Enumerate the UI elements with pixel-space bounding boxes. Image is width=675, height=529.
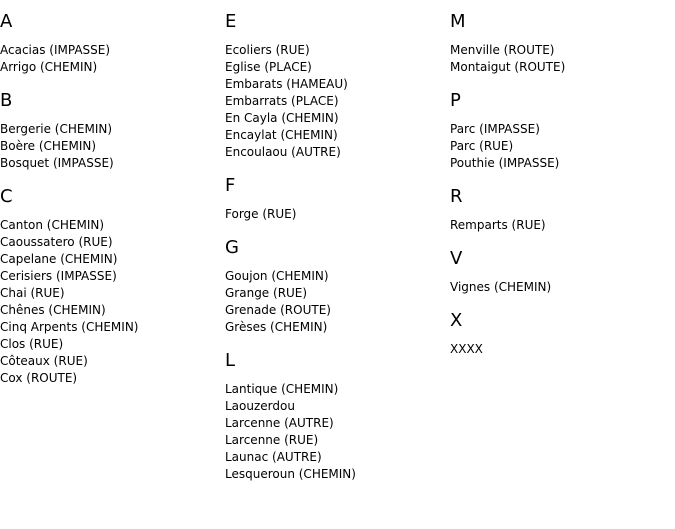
street-entry: Grenade (ROUTE) <box>225 303 331 317</box>
letter-section-x <box>450 310 665 358</box>
letter-section-f <box>225 175 440 223</box>
street-list <box>225 42 440 161</box>
street-entry: Canton (CHEMIN) <box>0 218 105 232</box>
street-list <box>0 121 215 172</box>
street-entry: Launac (AUTRE) <box>225 450 322 464</box>
street-entry: Embarrats (PLACE) <box>225 94 339 108</box>
street-entry: Côteaux (RUE) <box>0 354 88 368</box>
street-index-column-1 <box>0 11 215 401</box>
street-entry: Arrigo (CHEMIN) <box>0 60 98 74</box>
street-entry: Pouthie (IMPASSE) <box>450 156 560 170</box>
street-entry: Cinq Arpents (CHEMIN) <box>0 320 139 334</box>
street-entry: Lantique (CHEMIN) <box>225 382 339 396</box>
street-list <box>0 42 215 76</box>
street-list <box>450 42 665 76</box>
street-entry: Embarats (HAMEAU) <box>225 77 348 91</box>
street-list <box>225 206 440 223</box>
street-entry: En Cayla (CHEMIN) <box>225 111 339 125</box>
street-entry: Larcenne (RUE) <box>225 433 319 447</box>
street-entry: Laouzerdou <box>225 399 295 413</box>
street-entry: Clos (RUE) <box>0 337 64 351</box>
street-entry: Caoussatero (RUE) <box>0 235 113 249</box>
street-entry: Chênes (CHEMIN) <box>0 303 106 317</box>
street-entry: Bosquet (IMPASSE) <box>0 156 114 170</box>
street-list <box>450 217 665 234</box>
section-letter: V <box>450 248 463 269</box>
section-letter: X <box>450 310 463 331</box>
street-entry: Cox (ROUTE) <box>0 371 78 385</box>
street-index-column-3 <box>450 11 665 372</box>
street-list <box>450 279 665 296</box>
letter-section-g <box>225 237 440 336</box>
street-entry: Chai (RUE) <box>0 286 65 300</box>
street-list <box>225 268 440 336</box>
letter-section-p <box>450 90 665 172</box>
section-letter: A <box>0 11 13 32</box>
street-index-column-2 <box>225 11 440 497</box>
letter-section-l <box>225 350 440 483</box>
street-entry: Forge (RUE) <box>225 207 297 221</box>
section-letter: P <box>450 90 461 111</box>
street-entry: XXXX <box>450 342 483 356</box>
section-letter: M <box>450 11 466 32</box>
street-entry: Larcenne (AUTRE) <box>225 416 334 430</box>
street-list <box>450 121 665 172</box>
street-entry: Grèses (CHEMIN) <box>225 320 328 334</box>
street-entry: Bergerie (CHEMIN) <box>0 122 113 136</box>
street-entry: Goujon (CHEMIN) <box>225 269 329 283</box>
street-list <box>0 217 215 387</box>
section-letter: C <box>0 186 13 207</box>
street-entry: Menville (ROUTE) <box>450 43 555 57</box>
letter-section-v <box>450 248 665 296</box>
section-letter: L <box>225 350 236 371</box>
street-entry: Montaigut (ROUTE) <box>450 60 566 74</box>
street-entry: Ecoliers (RUE) <box>225 43 310 57</box>
letter-section-e <box>225 11 440 161</box>
street-entry: Parc (RUE) <box>450 139 514 153</box>
street-entry: Eglise (PLACE) <box>225 60 312 74</box>
street-entry: Encoulaou (AUTRE) <box>225 145 341 159</box>
street-entry: Remparts (RUE) <box>450 218 546 232</box>
street-entry: Cerisiers (IMPASSE) <box>0 269 117 283</box>
street-entry: Boère (CHEMIN) <box>0 139 97 153</box>
section-letter: E <box>225 11 237 32</box>
letter-section-m <box>450 11 665 76</box>
street-entry: Lesqueroun (CHEMIN) <box>225 467 356 481</box>
street-entry: Acacias (IMPASSE) <box>0 43 111 57</box>
letter-section-r <box>450 186 665 234</box>
section-letter: B <box>0 90 13 111</box>
section-letter: F <box>225 175 236 196</box>
street-entry: Capelane (CHEMIN) <box>0 252 118 266</box>
letter-section-a <box>0 11 215 76</box>
street-entry: Grange (RUE) <box>225 286 308 300</box>
section-letter: G <box>225 237 239 258</box>
street-list <box>450 341 665 358</box>
street-list <box>225 381 440 483</box>
street-entry: Vignes (CHEMIN) <box>450 280 552 294</box>
letter-section-b <box>0 90 215 172</box>
letter-section-c <box>0 186 215 387</box>
section-letter: R <box>450 186 463 207</box>
street-entry: Parc (IMPASSE) <box>450 122 540 136</box>
street-entry: Encaylat (CHEMIN) <box>225 128 338 142</box>
